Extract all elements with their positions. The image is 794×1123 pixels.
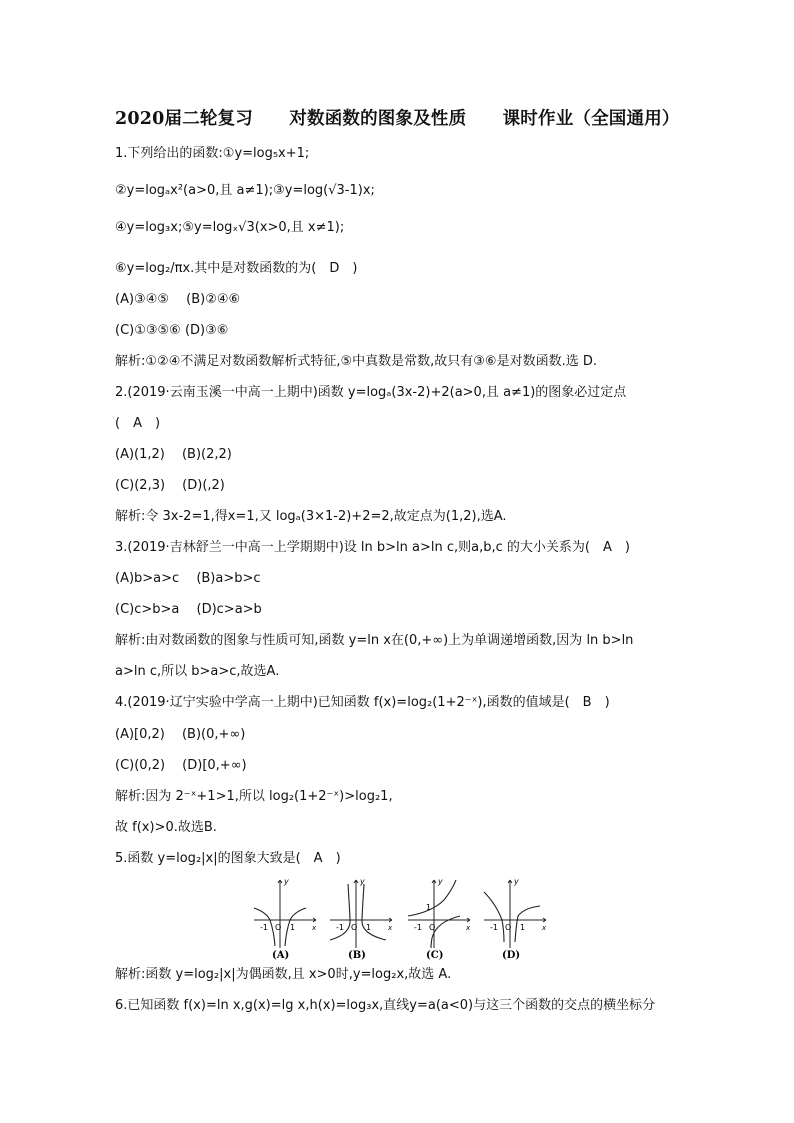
graph-d-tick-neg: -1	[490, 923, 498, 932]
graph-a-tick-neg: -1	[260, 923, 268, 932]
question-5-text: 5.函数 y=log₂|x|的图象大致是( A )	[115, 851, 341, 866]
graph-a-label: (A)	[272, 950, 290, 960]
title-part-3: 课时作业（全国通用）	[502, 109, 680, 129]
title-part-2: 对数函数的图象及性质	[289, 109, 467, 129]
graph-a	[254, 877, 317, 960]
question-1-choices-ab: (A)③④⑤ (B)②④⑥	[115, 292, 241, 307]
page-title	[115, 105, 695, 130]
question-4-solution-line-1: 解析:因为 2⁻ˣ+1>1,所以 log₂(1+2⁻ˣ)>log₂1,	[115, 789, 393, 804]
graph-c-label: (C)	[426, 950, 444, 960]
question-1-solution: 解析:①②④不满足对数函数解析式特征,⑤中真数是常数,故只有③⑥是对数函数.选 D.	[115, 354, 597, 369]
graph-d	[484, 877, 547, 960]
question-2-choices-cd: (C)(2,3) (D)(,2)	[115, 478, 225, 493]
graph-b-tick-zero: O	[351, 923, 358, 932]
graph-b-tick-neg: -1	[336, 923, 344, 932]
question-2-text: 2.(2019·云南玉溪一中高一上期中)函数 y=logₐ(3x-2)+2(a>0,且 a≠1)的图象必过定点	[115, 385, 627, 400]
graph-d-tick-pos: 1	[520, 923, 526, 932]
question-5-graph-options	[250, 876, 550, 960]
question-2-solution: 解析:令 3x-2=1,得x=1,又 logₐ(3×1-2)+2=2,故定点为(1,2),选A.	[115, 509, 507, 524]
graph-a-y-label: y	[284, 877, 289, 886]
graph-c-tick-neg: -1	[414, 923, 422, 932]
graph-b-tick-pos: 1	[366, 923, 372, 932]
graph-a-tick-pos: 1	[290, 923, 296, 932]
question-4-solution-line-2: 故 f(x)>0.故选B.	[115, 820, 217, 835]
question-3-choices-cd: (C)c>b>a (D)c>a>b	[115, 602, 262, 617]
question-1-text: 1.下列给出的函数:①y=log₅x+1;	[115, 146, 310, 161]
question-1-choices-cd: (C)①③⑤⑥ (D)③⑥	[115, 323, 229, 338]
graph-d-tick-zero: O	[505, 923, 512, 932]
title-part-1: 2020届二轮复习	[115, 109, 254, 129]
graph-d-label: (D)	[502, 950, 521, 960]
graph-b-x-label: x	[388, 924, 393, 932]
question-2-answer: ( A )	[115, 416, 161, 431]
question-6-text: 6.已知函数 f(x)=ln x,g(x)=lg x,h(x)=log₃x,直线y=a(a<0)与这三个函数的交点的横坐标分	[115, 998, 656, 1013]
graph-d-x-label: x	[542, 924, 547, 932]
question-2-choices-ab: (A)(1,2) (B)(2,2)	[115, 447, 232, 462]
question-3-solution-line-1: 解析:由对数函数的图象与性质可知,函数 y=ln x在(0,+∞)上为单调递增函数,因为 ln b>ln	[115, 633, 634, 648]
graph-c-y-label: y	[438, 877, 443, 886]
question-3-text: 3.(2019·吉林舒兰一中高一上学期期中)设 ln b>ln a>ln c,则a,b,c 的大小关系为( A )	[115, 540, 630, 555]
graph-c-tick-pos: 1	[426, 903, 432, 912]
question-4-text: 4.(2019·辽宁实验中学高一上期中)已知函数 f(x)=log₂(1+2⁻ˣ),函数的值域是( B )	[115, 695, 610, 710]
graph-c	[408, 877, 471, 960]
graph-b-label: (B)	[348, 950, 366, 960]
graph-a-tick-zero: O	[275, 923, 282, 932]
graph-a-x-label: x	[312, 924, 317, 932]
question-3-choices-ab: (A)b>a>c (B)a>b>c	[115, 571, 261, 586]
graph-b-y-label: y	[360, 877, 365, 886]
graph-b	[330, 877, 393, 960]
graph-c-x-label: x	[466, 924, 471, 932]
question-1-option-line-2: ②y=logₐx²(a>0,且 a≠1);③y=log(√3-1)x;	[115, 183, 375, 198]
question-1-option-line-4: ⑥y=log₂/πx.其中是对数函数的为( D )	[115, 261, 358, 276]
graph-d-y-label: y	[514, 877, 519, 886]
question-4-choices-ab: (A)[0,2) (B)(0,+∞)	[115, 727, 246, 742]
question-1-option-line-3: ④y=log₃x;⑤y=logₓ√3(x>0,且 x≠1);	[115, 220, 345, 235]
question-3-solution-line-2: a>ln c,所以 b>a>c,故选A.	[115, 664, 280, 679]
question-5-solution: 解析:函数 y=log₂|x|为偶函数,且 x>0时,y=log₂x,故选 A.	[115, 967, 452, 982]
question-4-choices-cd: (C)(0,2) (D)[0,+∞)	[115, 758, 247, 773]
graph-c-tick-zero: O	[429, 923, 436, 932]
